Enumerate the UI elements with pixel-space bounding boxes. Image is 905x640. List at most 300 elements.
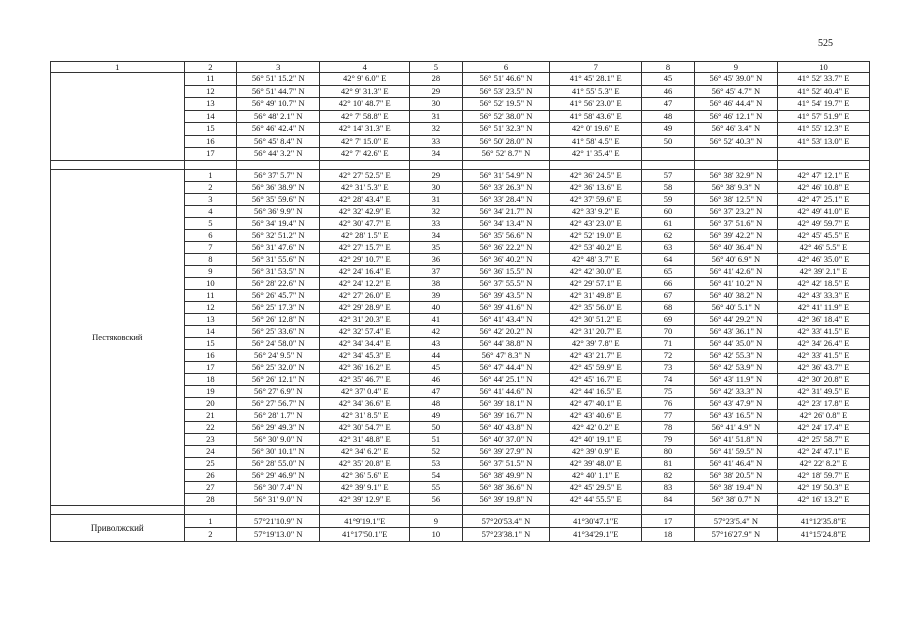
- point-number-cell: 28: [184, 493, 237, 505]
- longitude-cell: 42° 36' 16.2" E: [320, 361, 410, 373]
- point-number-cell: 60: [642, 205, 695, 217]
- latitude-cell: 56° 37' 51.6" N: [694, 217, 777, 229]
- point-number-cell: 31: [410, 110, 463, 123]
- table-row: [51, 514, 870, 528]
- point-number-cell: 23: [184, 433, 237, 445]
- latitude-cell: 56° 38' 20.5" N: [694, 469, 777, 481]
- longitude-cell: 41° 58' 4.5" E: [550, 135, 642, 148]
- longitude-cell: 42° 24' 16.4" E: [320, 265, 410, 277]
- point-number-cell: 10: [410, 528, 463, 542]
- latitude-cell: 56° 41' 59.5" N: [694, 445, 777, 457]
- longitude-cell: 42° 22' 8.2" E: [777, 457, 869, 469]
- longitude-cell: 41° 54' 19.7" E: [777, 98, 869, 111]
- latitude-cell: 56° 30' 9.0" N: [237, 433, 320, 445]
- latitude-cell: 56° 30' 7.4" N: [237, 481, 320, 493]
- latitude-cell: 56° 39' 18.1" N: [462, 397, 550, 409]
- longitude-cell: 42° 53' 40.2" E: [550, 241, 642, 253]
- point-number-cell: 55: [410, 481, 463, 493]
- latitude-cell: 56° 34' 21.7" N: [462, 205, 550, 217]
- latitude-cell: 56° 33' 26.3" N: [462, 181, 550, 193]
- point-number-cell: 45: [642, 73, 695, 86]
- point-number-cell: 17: [184, 361, 237, 373]
- longitude-cell: 42° 32' 42.9" E: [320, 205, 410, 217]
- point-number-cell: 65: [642, 265, 695, 277]
- latitude-cell: 56° 37' 5.7" N: [237, 169, 320, 181]
- longitude-cell: 41°34'29.1"E: [550, 528, 642, 542]
- point-number-cell: 78: [642, 421, 695, 433]
- longitude-cell: 42° 27' 26.0" E: [320, 289, 410, 301]
- latitude-cell: 56° 28' 1.7" N: [237, 409, 320, 421]
- longitude-cell: 42° 40' 1.1" E: [550, 469, 642, 481]
- point-number-cell: 40: [410, 301, 463, 313]
- latitude-cell: 56° 40' 43.8" N: [462, 421, 550, 433]
- latitude-cell: 56° 47' 44.4" N: [462, 361, 550, 373]
- longitude-cell: 42° 28' 1.5" E: [320, 229, 410, 241]
- latitude-cell: 56° 46' 44.4" N: [694, 98, 777, 111]
- point-number-cell: 63: [642, 241, 695, 253]
- point-number-cell: 34: [410, 229, 463, 241]
- longitude-cell: 42° 31' 49.8" E: [550, 289, 642, 301]
- point-number-cell: 48: [642, 110, 695, 123]
- longitude-cell: 42° 36' 43.7" E: [777, 361, 869, 373]
- point-number-cell: 15: [184, 337, 237, 349]
- latitude-cell: 56° 38' 32.9" N: [694, 169, 777, 181]
- section-privolzhsky: [51, 514, 870, 541]
- point-number-cell: 73: [642, 361, 695, 373]
- point-number-cell: 45: [410, 361, 463, 373]
- point-number-cell: 15: [184, 123, 237, 136]
- point-number-cell: 76: [642, 397, 695, 409]
- longitude-cell: 41° 58' 43.6" E: [550, 110, 642, 123]
- section-gap: [51, 160, 870, 169]
- longitude-cell: 42° 25' 58.7" E: [777, 433, 869, 445]
- longitude-cell: 42° 14' 31.3" E: [320, 123, 410, 136]
- latitude-cell: 56° 52' 40.3" N: [694, 135, 777, 148]
- latitude-cell: 56° 40' 37.0" N: [462, 433, 550, 445]
- longitude-cell: 42° 39' 7.8" E: [550, 337, 642, 349]
- longitude-cell: 42° 36' 18.4" E: [777, 313, 869, 325]
- latitude-cell: 56° 51' 32.3" N: [462, 123, 550, 136]
- latitude-cell: 56° 41' 46.4" N: [694, 457, 777, 469]
- longitude-cell: 42° 34' 26.4" E: [777, 337, 869, 349]
- longitude-cell: 41° 52' 33.7" E: [777, 73, 869, 86]
- latitude-cell: 56° 35' 56.6" N: [462, 229, 550, 241]
- latitude-cell: 56° 51' 44.7" N: [237, 85, 320, 98]
- point-number-cell: 44: [410, 349, 463, 361]
- point-number-cell: 19: [184, 385, 237, 397]
- longitude-cell: 42° 33' 41.5" E: [777, 349, 869, 361]
- latitude-cell: 56° 53' 23.5" N: [462, 85, 550, 98]
- latitude-cell: 56° 41' 4.9" N: [694, 421, 777, 433]
- latitude-cell: 57°23'5.4" N: [694, 514, 777, 528]
- longitude-cell: 42° 39' 0.9" E: [550, 445, 642, 457]
- longitude-cell: 42° 43' 23.0" E: [550, 217, 642, 229]
- page-number: 525: [818, 38, 833, 49]
- point-number-cell: 48: [410, 397, 463, 409]
- latitude-cell: 56° 47' 8.3" N: [462, 349, 550, 361]
- point-number-cell: 1: [184, 514, 237, 528]
- longitude-cell: 42° 37' 0.4" E: [320, 385, 410, 397]
- longitude-cell: 42° 45' 29.5" E: [550, 481, 642, 493]
- point-number-cell: 3: [184, 193, 237, 205]
- point-number-cell: 25: [184, 457, 237, 469]
- latitude-cell: 56° 51' 15.2" N: [237, 73, 320, 86]
- point-number-cell: 46: [642, 85, 695, 98]
- point-number-cell: 47: [410, 385, 463, 397]
- latitude-cell: 56° 41' 44.6" N: [462, 385, 550, 397]
- longitude-cell: 42° 44' 55.5" E: [550, 493, 642, 505]
- longitude-cell: 42° 24' 12.2" E: [320, 277, 410, 289]
- latitude-cell: 56° 43' 11.9" N: [694, 373, 777, 385]
- longitude-cell: 42° 9' 6.0" E: [320, 73, 410, 86]
- point-number-cell: 47: [642, 98, 695, 111]
- point-number-cell: 22: [184, 421, 237, 433]
- latitude-cell: 56° 42' 20.2" N: [462, 325, 550, 337]
- point-number-cell: 33: [410, 217, 463, 229]
- point-number-cell: 43: [410, 337, 463, 349]
- column-number-4: 4: [320, 62, 410, 73]
- longitude-cell: 42° 49' 41.0" E: [777, 205, 869, 217]
- longitude-cell: 42° 31' 20.3" E: [320, 313, 410, 325]
- latitude-cell: 56° 24' 9.5" N: [237, 349, 320, 361]
- latitude-cell: 56° 52' 19.5" N: [462, 98, 550, 111]
- latitude-cell: 56° 27' 6.9" N: [237, 385, 320, 397]
- longitude-cell: 42° 47' 12.1" E: [777, 169, 869, 181]
- point-number-cell: 74: [642, 373, 695, 385]
- latitude-cell: 56° 31' 9.0" N: [237, 493, 320, 505]
- point-number-cell: 67: [642, 289, 695, 301]
- point-number-cell: 50: [410, 421, 463, 433]
- point-number-cell: 36: [410, 253, 463, 265]
- longitude-cell: 42° 42' 18.5" E: [777, 277, 869, 289]
- longitude-cell: 42° 35' 20.8" E: [320, 457, 410, 469]
- latitude-cell: 56° 31' 53.5" N: [237, 265, 320, 277]
- column-number-1: 1: [51, 62, 185, 73]
- latitude-cell: 56° 37' 51.5" N: [462, 457, 550, 469]
- longitude-cell: 42° 29' 57.1" E: [550, 277, 642, 289]
- latitude-cell: 56° 26' 12.8" N: [237, 313, 320, 325]
- longitude-cell: 42° 49' 59.7" E: [777, 217, 869, 229]
- longitude-cell: 42° 33' 41.5" E: [777, 325, 869, 337]
- point-number-cell: 31: [410, 193, 463, 205]
- longitude-cell: 41° 52' 40.4" E: [777, 85, 869, 98]
- point-number-cell: 27: [184, 481, 237, 493]
- latitude-cell: 56° 26' 12.1" N: [237, 373, 320, 385]
- longitude-cell: 42° 39' 9.1" E: [320, 481, 410, 493]
- latitude-cell: 56° 41' 42.6" N: [694, 265, 777, 277]
- longitude-cell: 42° 31' 8.5" E: [320, 409, 410, 421]
- latitude-cell: 56° 38' 19.4" N: [694, 481, 777, 493]
- point-number-cell: 13: [184, 313, 237, 325]
- column-number-header-row: [51, 62, 870, 73]
- longitude-cell: 42° 19' 50.3" E: [777, 481, 869, 493]
- point-number-cell: 81: [642, 457, 695, 469]
- latitude-cell: 56° 49' 10.7" N: [237, 98, 320, 111]
- longitude-cell: 42° 18' 59.7" E: [777, 469, 869, 481]
- point-number-cell: 49: [642, 123, 695, 136]
- longitude-cell: 41°12'35.8"E: [777, 514, 869, 528]
- latitude-cell: 56° 46' 12.1" N: [694, 110, 777, 123]
- latitude-cell: 56° 38' 49.9" N: [462, 469, 550, 481]
- latitude-cell: 56° 25' 17.3" N: [237, 301, 320, 313]
- latitude-cell: 56° 29' 49.3" N: [237, 421, 320, 433]
- longitude-cell: 41°30'47.1"E: [550, 514, 642, 528]
- longitude-cell: 42° 39' 2.1" E: [777, 265, 869, 277]
- latitude-cell: 56° 42' 33.3" N: [694, 385, 777, 397]
- latitude-cell: 57°20'53.4" N: [462, 514, 550, 528]
- latitude-cell: 56° 39' 41.6" N: [462, 301, 550, 313]
- point-number-cell: 12: [184, 85, 237, 98]
- longitude-cell: 42° 7' 15.0" E: [320, 135, 410, 148]
- latitude-cell: 56° 27' 56.7" N: [237, 397, 320, 409]
- latitude-cell: 56° 41' 43.4" N: [462, 313, 550, 325]
- longitude-cell: 42° 29' 10.7" E: [320, 253, 410, 265]
- point-number-cell: 53: [410, 457, 463, 469]
- longitude-cell: 42° 33' 9.2" E: [550, 205, 642, 217]
- section-gap: [51, 505, 870, 514]
- point-number-cell: 17: [184, 148, 237, 161]
- point-number-cell: 34: [410, 148, 463, 161]
- longitude-cell: 41°15'24.8"E: [777, 528, 869, 542]
- longitude-cell: 42° 46' 10.8" E: [777, 181, 869, 193]
- point-number-cell: 30: [410, 98, 463, 111]
- point-number-cell: 7: [184, 241, 237, 253]
- longitude-cell: 42° 40' 19.1" E: [550, 433, 642, 445]
- point-number-cell: 82: [642, 469, 695, 481]
- longitude-cell: 42° 31' 49.5" E: [777, 385, 869, 397]
- longitude-cell: 42° 39' 48.0" E: [550, 457, 642, 469]
- point-number-cell: 54: [410, 469, 463, 481]
- latitude-cell: 56° 39' 16.7" N: [462, 409, 550, 421]
- latitude-cell: 56° 26' 45.7" N: [237, 289, 320, 301]
- latitude-cell: [694, 148, 777, 161]
- point-number-cell: 6: [184, 229, 237, 241]
- latitude-cell: 56° 43' 36.1" N: [694, 325, 777, 337]
- longitude-cell: 42° 46' 35.0" E: [777, 253, 869, 265]
- point-number-cell: 18: [642, 528, 695, 542]
- point-number-cell: 46: [410, 373, 463, 385]
- longitude-cell: 42° 30' 20.8" E: [777, 373, 869, 385]
- point-number-cell: 71: [642, 337, 695, 349]
- longitude-cell: 42° 31' 20.7" E: [550, 325, 642, 337]
- table-row: [51, 169, 870, 181]
- latitude-cell: 56° 25' 32.0" N: [237, 361, 320, 373]
- point-number-cell: 21: [184, 409, 237, 421]
- longitude-cell: 42° 9' 31.3" E: [320, 85, 410, 98]
- longitude-cell: 42° 39' 12.9" E: [320, 493, 410, 505]
- point-number-cell: 70: [642, 325, 695, 337]
- point-number-cell: 17: [642, 514, 695, 528]
- latitude-cell: 56° 38' 36.6" N: [462, 481, 550, 493]
- longitude-cell: 42° 36' 5.6" E: [320, 469, 410, 481]
- coordinates-table: [50, 61, 870, 542]
- column-number-6: 6: [462, 62, 550, 73]
- point-number-cell: 12: [184, 301, 237, 313]
- point-number-cell: 8: [184, 253, 237, 265]
- latitude-cell: 56° 42' 53.9" N: [694, 361, 777, 373]
- longitude-cell: 42° 23' 17.8" E: [777, 397, 869, 409]
- longitude-cell: 42° 36' 13.6" E: [550, 181, 642, 193]
- point-number-cell: 2: [184, 528, 237, 542]
- section-pestyakovsky: [51, 169, 870, 505]
- longitude-cell: 42° 41' 11.9" E: [777, 301, 869, 313]
- point-number-cell: 41: [410, 313, 463, 325]
- point-number-cell: 1: [184, 169, 237, 181]
- longitude-cell: 42° 32' 57.4" E: [320, 325, 410, 337]
- latitude-cell: 56° 39' 27.9" N: [462, 445, 550, 457]
- latitude-cell: 56° 30' 10.1" N: [237, 445, 320, 457]
- latitude-cell: 56° 46' 42.4" N: [237, 123, 320, 136]
- latitude-cell: 56° 40' 36.4" N: [694, 241, 777, 253]
- column-number-8: 8: [642, 62, 695, 73]
- latitude-cell: 56° 37' 23.2" N: [694, 205, 777, 217]
- latitude-cell: 56° 40' 5.1" N: [694, 301, 777, 313]
- point-number-cell: 37: [410, 265, 463, 277]
- longitude-cell: 42° 44' 16.5" E: [550, 385, 642, 397]
- point-number-cell: 29: [410, 169, 463, 181]
- region-name: Пестяковский: [51, 169, 185, 505]
- point-number-cell: 9: [410, 514, 463, 528]
- longitude-cell: 42° 31' 5.3" E: [320, 181, 410, 193]
- column-number-7: 7: [550, 62, 642, 73]
- latitude-cell: 56° 31' 55.6" N: [237, 253, 320, 265]
- latitude-cell: 56° 35' 59.6" N: [237, 193, 320, 205]
- point-number-cell: 68: [642, 301, 695, 313]
- longitude-cell: 42° 45' 45.5" E: [777, 229, 869, 241]
- longitude-cell: 42° 35' 56.0" E: [550, 301, 642, 313]
- latitude-cell: 56° 44' 3.2" N: [237, 148, 320, 161]
- latitude-cell: 56° 41' 51.8" N: [694, 433, 777, 445]
- point-number-cell: 38: [410, 277, 463, 289]
- longitude-cell: 41°17'50.1"E: [320, 528, 410, 542]
- point-number-cell: 58: [642, 181, 695, 193]
- longitude-cell: 41° 55' 5.3" E: [550, 85, 642, 98]
- latitude-cell: 56° 24' 58.0" N: [237, 337, 320, 349]
- latitude-cell: 56° 52' 8.7" N: [462, 148, 550, 161]
- point-number-cell: 75: [642, 385, 695, 397]
- point-number-cell: 66: [642, 277, 695, 289]
- longitude-cell: 42° 31' 48.8" E: [320, 433, 410, 445]
- longitude-cell: 42° 43' 21.7" E: [550, 349, 642, 361]
- point-number-cell: 50: [642, 135, 695, 148]
- region-name: [51, 73, 185, 161]
- point-number-cell: 61: [642, 217, 695, 229]
- latitude-cell: 56° 36' 38.9" N: [237, 181, 320, 193]
- latitude-cell: 56° 38' 0.7" N: [694, 493, 777, 505]
- latitude-cell: 56° 36' 22.2" N: [462, 241, 550, 253]
- longitude-cell: 41° 45' 28.1" E: [550, 73, 642, 86]
- point-number-cell: 52: [410, 445, 463, 457]
- latitude-cell: 56° 41' 10.2" N: [694, 277, 777, 289]
- longitude-cell: 42° 16' 13.2" E: [777, 493, 869, 505]
- point-number-cell: 80: [642, 445, 695, 457]
- longitude-cell: 42° 48' 3.7" E: [550, 253, 642, 265]
- point-number-cell: 2: [184, 181, 237, 193]
- latitude-cell: 56° 51' 46.6" N: [462, 73, 550, 86]
- point-number-cell: 9: [184, 265, 237, 277]
- latitude-cell: 56° 38' 12.5" N: [694, 193, 777, 205]
- point-number-cell: 26: [184, 469, 237, 481]
- longitude-cell: 42° 1' 35.4" E: [550, 148, 642, 161]
- latitude-cell: 56° 28' 22.6" N: [237, 277, 320, 289]
- point-number-cell: 29: [410, 85, 463, 98]
- latitude-cell: 56° 25' 33.6" N: [237, 325, 320, 337]
- longitude-cell: 42° 47' 25.1" E: [777, 193, 869, 205]
- point-number-cell: 13: [184, 98, 237, 111]
- latitude-cell: 56° 40' 6.9" N: [694, 253, 777, 265]
- point-number-cell: 62: [642, 229, 695, 241]
- latitude-cell: 56° 45' 39.0" N: [694, 73, 777, 86]
- point-number-cell: 42: [410, 325, 463, 337]
- latitude-cell: 56° 40' 38.2" N: [694, 289, 777, 301]
- point-number-cell: 5: [184, 217, 237, 229]
- latitude-cell: 56° 33' 28.4" N: [462, 193, 550, 205]
- longitude-cell: 42° 34' 6.2" E: [320, 445, 410, 457]
- latitude-cell: 57°16'27.9" N: [694, 528, 777, 542]
- longitude-cell: 42° 43' 33.3" E: [777, 289, 869, 301]
- longitude-cell: 42° 30' 51.2" E: [550, 313, 642, 325]
- latitude-cell: 56° 44' 38.8" N: [462, 337, 550, 349]
- latitude-cell: 56° 52' 38.0" N: [462, 110, 550, 123]
- point-number-cell: 59: [642, 193, 695, 205]
- point-number-cell: 32: [410, 123, 463, 136]
- longitude-cell: 42° 26' 0.8" E: [777, 409, 869, 421]
- longitude-cell: 42° 36' 24.5" E: [550, 169, 642, 181]
- longitude-cell: 41°9'19.1"E: [320, 514, 410, 528]
- longitude-cell: 42° 34' 45.3" E: [320, 349, 410, 361]
- point-number-cell: 11: [184, 289, 237, 301]
- point-number-cell: 79: [642, 433, 695, 445]
- longitude-cell: 42° 29' 28.9" E: [320, 301, 410, 313]
- longitude-cell: 42° 52' 19.0" E: [550, 229, 642, 241]
- latitude-cell: 57°21'10.9" N: [237, 514, 320, 528]
- point-number-cell: 83: [642, 481, 695, 493]
- point-number-cell: 20: [184, 397, 237, 409]
- longitude-cell: 42° 10' 48.7" E: [320, 98, 410, 111]
- column-number-5: 5: [410, 62, 463, 73]
- latitude-cell: 57°23'38.1" N: [462, 528, 550, 542]
- latitude-cell: 56° 31' 54.9" N: [462, 169, 550, 181]
- latitude-cell: 56° 32' 51.2" N: [237, 229, 320, 241]
- point-number-cell: 35: [410, 241, 463, 253]
- point-number-cell: 49: [410, 409, 463, 421]
- longitude-cell: 42° 30' 54.7" E: [320, 421, 410, 433]
- longitude-cell: 42° 34' 36.6" E: [320, 397, 410, 409]
- longitude-cell: 42° 0' 19.6" E: [550, 123, 642, 136]
- point-number-cell: 28: [410, 73, 463, 86]
- point-number-cell: 10: [184, 277, 237, 289]
- latitude-cell: 56° 37' 55.5" N: [462, 277, 550, 289]
- point-number-cell: 14: [184, 325, 237, 337]
- column-number-10: 10: [777, 62, 869, 73]
- latitude-cell: 56° 43' 16.5" N: [694, 409, 777, 421]
- longitude-cell: 42° 37' 59.6" E: [550, 193, 642, 205]
- point-number-cell: 16: [184, 135, 237, 148]
- point-number-cell: 56: [410, 493, 463, 505]
- point-number-cell: 64: [642, 253, 695, 265]
- longitude-cell: 42° 47' 40.1" E: [550, 397, 642, 409]
- column-number-9: 9: [694, 62, 777, 73]
- longitude-cell: 42° 28' 43.4" E: [320, 193, 410, 205]
- latitude-cell: 56° 31' 47.6" N: [237, 241, 320, 253]
- longitude-cell: 42° 24' 47.1" E: [777, 445, 869, 457]
- longitude-cell: 41° 53' 13.0" E: [777, 135, 869, 148]
- latitude-cell: 56° 45' 8.4" N: [237, 135, 320, 148]
- longitude-cell: 41° 57' 51.9" E: [777, 110, 869, 123]
- longitude-cell: 41° 56' 23.0" E: [550, 98, 642, 111]
- latitude-cell: 56° 43' 47.9" N: [694, 397, 777, 409]
- latitude-cell: 56° 48' 2.1" N: [237, 110, 320, 123]
